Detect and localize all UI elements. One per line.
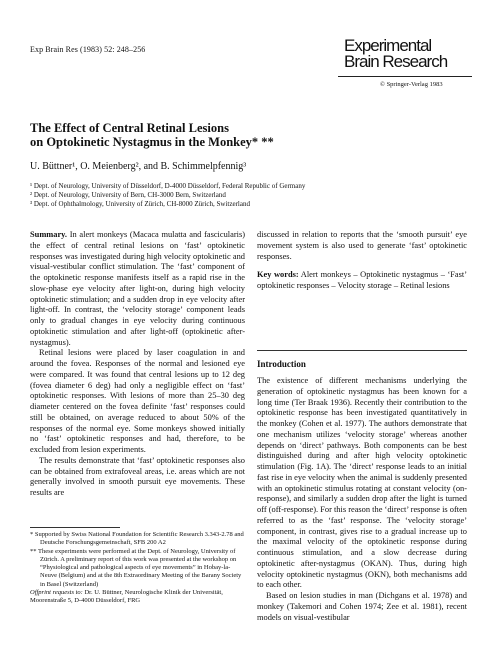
title-line-2: on Optokinetic Nystagmus in the Monkey* ** (30, 135, 274, 149)
summary-paragraph-1 (30, 230, 245, 348)
journal-logo-line1: Experimental (344, 36, 432, 55)
introduction-heading: Introduction (257, 359, 306, 369)
keywords-label: Key words: (257, 270, 299, 280)
offprint-note (30, 589, 245, 606)
title-line-1: The Effect of Central Retinal Lesions (30, 121, 229, 135)
introduction-section (257, 376, 467, 623)
footnote-1: * Supported by Swiss National Foundation for Scientific Research 3.343-2.78 and Deutsche Forschungsgemeinschaft, SFB 200 A2 (30, 531, 244, 547)
affiliations (30, 182, 305, 209)
summary-section (30, 230, 245, 499)
footnotes (30, 531, 245, 606)
introduction-paragraph-1: The existence of different mechanisms underlying the generation of optokinetic nystagmus has been known for a long time (Ter Braak 1936). Recently their contribution to the optokinetic response has been investigated quantitatively in the monkey (Cohen et al. 1977). The authors demonstrate that one mechanism utilizes ‘velocity storage’ whereas another depends on ‘direct’ pathways. Both components can be best distinguished during and after high velocity optokinetic stimulation (Fig. 1A). The ‘direct’ response leads to an initial fast rise in eye velocity when the animal is suddenly presented with an optokinetic stimulus rotating at constant velocity (on-response), and similarly a sudden drop after the light is turned off (off-response). For this reason the ‘direct’ response is often referred to as the ‘fast’ response. The ‘velocity storage’ component, in contrast, gives rise to a gradual increase up to the maximal velocity of the optokinetic response during continuous stimulation, and a slow decrease during optokinetic after-nystagmus (OKAN). Thus, during high velocity optokinetic nystagmus (OKN), both mechanisms add to each other. (257, 376, 467, 590)
journal-logo (344, 38, 447, 70)
author-list: U. Büttner¹, O. Meienberg², and B. Schimmelpfennig³ (30, 161, 247, 172)
affiliation-3: ³ Dept. of Ophthalmology, University of Zürich, CH-8000 Zürich, Switzerland (30, 200, 250, 208)
footnote-divider (30, 527, 120, 528)
keywords-text: Alert monkeys – Optokinetic nystagmus – ‘Fast’ optokinetic responses – Velocity storage – Retinal lesions (257, 270, 468, 290)
summary-label: Summary. (30, 230, 67, 239)
summary-paragraph-2: Retinal lesions were placed by laser coagulation in and around the fovea. Responses of the normal and lesioned eye were compared. It was found that central lesions up to 12 deg (fovea diameter 6 deg) had only a negligible effect on ‘fast’ optokinetic responses. With lesions of more than 25–30 deg diameter centered on the fovea definite ‘fast’ responses could still be obtained, on average reduced to about 50% of the responses of the normal eye. Some monkeys showed initially no ‘fast’ optokinetic responses and had, therefore, to be excluded from lesion experiments. (30, 348, 245, 454)
footnote-2: ** These experiments were performed at the Dept. of Neurology, University of Zürich. A preliminary report of this work was presented at the workshop on “Physiological and pathological aspects of eye movements” in Hobay-la-Neuve (Belgium) and at the 8th Extraordinary Meeting of the Barany Society in Basel (Switzerland) (30, 547, 242, 588)
journal-citation: Exp Brain Res (1983) 52: 248–256 (30, 45, 146, 54)
offprint-label: Offprint requests to: (30, 589, 83, 597)
section-divider (257, 350, 467, 351)
article-title (30, 121, 450, 149)
summary-continued (257, 230, 467, 292)
keywords (257, 270, 467, 292)
journal-logo-line2: Brain Research (344, 52, 448, 71)
introduction-paragraph-2: Based on lesion studies in man (Dichgans et al. 1978) and monkey (Takemori and Cohen 1974; Zee et al. 1981), recent models on visual-vestibular (257, 591, 467, 622)
summary-paragraph-3: The results demonstrate that ‘fast’ optokinetic responses also can be obtained from extrafoveal areas, i.e. areas which are not generally involved in smooth pursuit eye movements. These results are (30, 455, 245, 497)
affiliation-1: ¹ Dept. of Neurology, University of Düsseldorf, D-4000 Düsseldorf, Federal Republic of Germany (30, 182, 306, 190)
offprint-text: Dr. U. Büttner, Neurologische Klinik der Universität, Moorenstraße 5, D-4000 Düsseldorf, FRG (30, 589, 223, 605)
summary-text-1: In alert monkeys (Macaca mulatta and fascicularis) the effect of central retinal lesions on ‘fast’ optokinetic responses was investigated during high velocity optokinetic and visual-vestibular conflict stimulation. The ‘fast’ component of the optokinetic response manifests itself as a rapid rise in the slow-phase eye velocity after light-on, during high velocity optokinetic stimulation; and a sudden drop in eye velocity after light-off. In contrast, the ‘velocity storage’ component leads only to gradual changes in eye velocity during continuous optokinetic stimulation and after light-off (optokinetic after-nystagmus). (30, 230, 245, 347)
logo-divider (338, 76, 472, 77)
affiliation-2: ² Dept. of Neurology, University of Bern, CH-3000 Bern, Switzerland (30, 191, 226, 199)
copyright-notice: © Springer-Verlag 1983 (380, 81, 443, 88)
summary-continuation: discussed in relation to reports that the ‘smooth pursuit’ eye movement system is also used to generate ‘fast’ optokinetic responses. (257, 230, 467, 261)
